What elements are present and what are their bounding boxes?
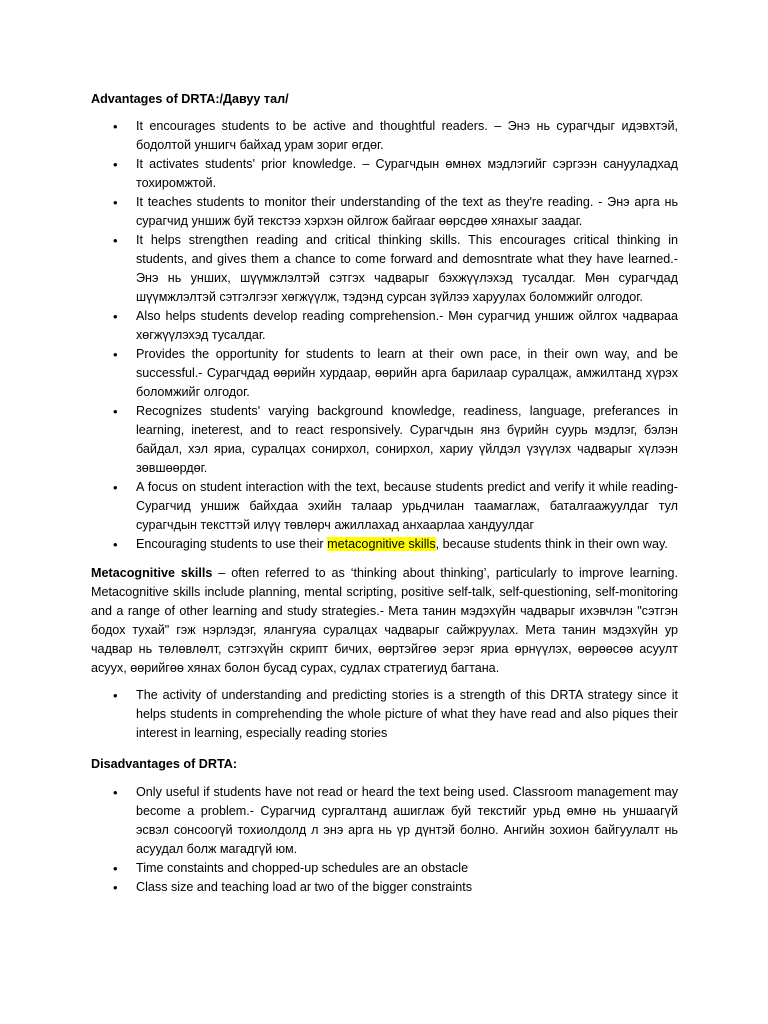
metacognitive-term: Metacognitive skills — [91, 566, 213, 580]
list-item: • Also helps students develop reading comprehension.- Мөн сурагчид уншиж ойлгох чадвараа хөгжүүлэхэд тусалдаг. — [91, 307, 678, 345]
list-item: • Time constaints and chopped-up schedules are an obstacle — [91, 859, 678, 878]
last-advantage-before: Encouraging students to use their — [136, 537, 328, 551]
last-advantage-after: , because students think in their own way. — [435, 537, 668, 551]
list-item: • It activates students' prior knowledge. – Сурагчдын өмнөх мэдлэгийг сэргээн санууладхад тохиромжтой. — [91, 155, 678, 193]
disadvantages-list — [91, 783, 678, 897]
highlighted-term: metacognitive skills — [327, 537, 436, 551]
list-item: • The activity of understanding and predicting stories is a strength of this DRTA strategy since it helps students in comprehending the whole picture of what they have read and also piques their interest in learning, especially reading stories — [91, 686, 678, 743]
advantages-heading: Advantages of DRTA:/Давуу тал/ — [91, 92, 289, 106]
metacognitive-paragraph — [91, 564, 678, 678]
list-item: • Recognizes students' varying background knowledge, readiness, language, preferances in learning, ineterest, and to react responsively. Сурагчдын янз бүрийн суурь мэдлэг, бэлэн байдал, хэл яриа, суралцах сонирхол, сонирхол, хариу үйлдэл үзүүлэх чадварыг хүлээн зөвшөөрдөг. — [91, 402, 678, 478]
document-body — [91, 90, 678, 897]
list-item: • A focus on student interaction with the text, because students predict and verify it while reading- Сурагчид уншиж байхдаа эхийн талаар урьдчилан таамаглаж, баталгаажуулдаг тул сурагчдын тексттэй илүү төвлөрч ажиллахад анхаарлаа хандуулдаг — [91, 478, 678, 535]
list-item: • It teaches students to monitor their understanding of the text as they're reading. - Энэ арга нь сурагчид уншиж буй текстээ хэрхэн ойлгож байгааг өөрсдөө хянахыг заадаг. — [91, 193, 678, 231]
advantages-list — [91, 117, 678, 554]
strength-list — [91, 686, 678, 743]
list-item: • Class size and teaching load ar two of the bigger constraints — [91, 878, 678, 897]
disadvantages-heading: Disadvantages of DRTA: — [91, 757, 238, 771]
list-item: • Only useful if students have not read or heard the text being used. Classroom management may become a problem.- Сурагчид сургалтанд ашиглаж буй текстийг урьд өмнө нь уншаагүй эсвэл сонсоогүй тохиолдолд л энэ арга нь үр дүнтэй болно. Ангийн зохион байгуулалт нь асуудал болж магадгүй юм. — [91, 783, 678, 859]
list-item — [91, 535, 678, 554]
list-item: • It helps strengthen reading and critical thinking skills. This encourages critical thinking in students, and gives them a chance to come forward and demosntrate what they have learned.- Энэ нь унших, шүүмжлэлтэй сэтгэх чадварыг бэхжүүлэхэд тусалдаг. Мөн сурагчдад шүүмжлэлтэй сэтгэлгээг хөгжүүлж, тэдэнд сурсан зүйлээ харуулах боломжийг олгодог. — [91, 231, 678, 307]
list-item: • It encourages students to be active and thoughtful readers. – Энэ нь сурагчдыг идэвхтэй, бодолтой уншигч байхад урам зориг өгдөг. — [91, 117, 678, 155]
list-item: • Provides the opportunity for students to learn at their own pace, in their own way, and be successful.- Сурагчдад өөрийн хурдаар, өөрийн арга барилаар суралцаж, амжилтанд хүрэх боломжийг олгодог. — [91, 345, 678, 402]
metacognitive-definition: – often referred to as ‘thinking about thinking’, particularly to improve learning. Metacognitive skills include planning, mental scripting, positive self-talk, self-questioning, self-monitoring and a range of other learning and study strategies.- Мета танин мэдэхүйн чадварыг ихэвчлэн "сэтгэн бодох тухай" гэж нэрлэдэг, ялангуяа суралцах чадварыг сайжруулах. Мета танин мэдэхүйн ур чадвар нь төлөвлөлт, сэтгэхүйн скрипт бичих, өөртэйгөө эерэг яриа өрнүүлэх, өөрөөсөө асуулт асуух, өөрийгөө хянах болон бусад сурах, судлах стратегиуд багтана. — [91, 566, 679, 675]
